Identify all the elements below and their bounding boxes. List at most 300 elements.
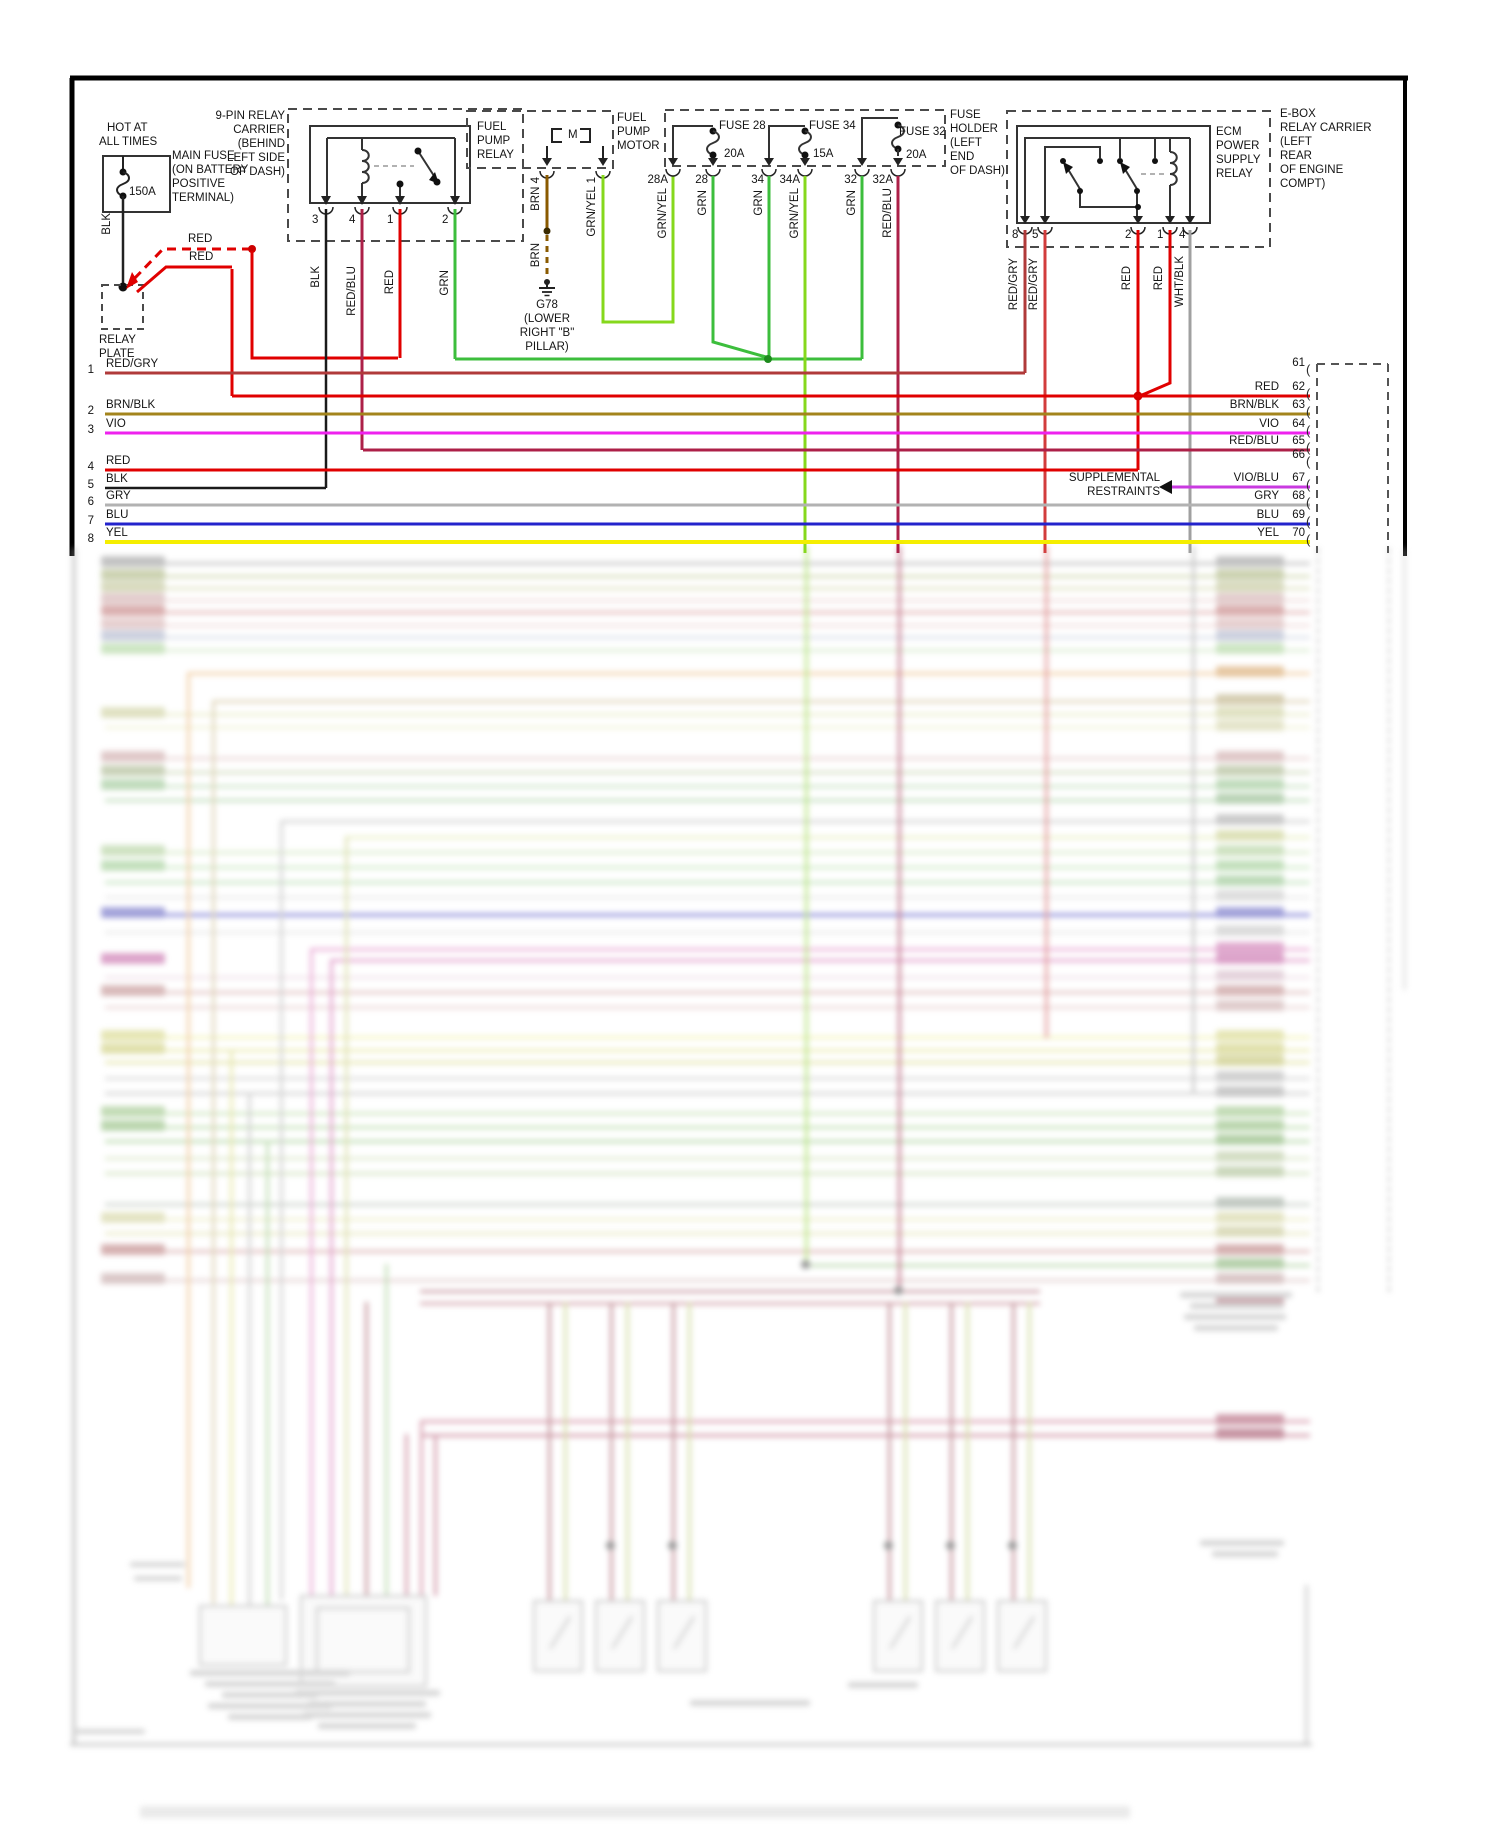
blur-wire-label-right — [1216, 643, 1284, 654]
blur-wire-label-right — [1216, 1030, 1284, 1041]
blur-wire-label-right — [1216, 1043, 1284, 1054]
wire-color: GRN/YEL — [789, 188, 801, 239]
blur-wire-v — [564, 1302, 567, 1601]
blur-wire-h — [105, 1077, 1310, 1080]
row-number-right: 66 — [1292, 449, 1305, 461]
row-wire-color-right: RED/BLU — [1229, 435, 1279, 447]
battery-main-fuse — [102, 156, 170, 329]
blur-wire-label-left — [101, 1106, 165, 1117]
blur-wire-h — [105, 976, 1310, 979]
blur-wire-h — [105, 726, 1310, 729]
fuse-amps: 15A — [813, 148, 834, 160]
wire-color: BRN — [530, 243, 542, 268]
blur-wire-label-right — [1216, 1071, 1284, 1082]
blur-wire-label-right — [1216, 1086, 1284, 1097]
blur-wire-label-right — [1216, 1197, 1284, 1208]
blur-text-smudge — [318, 1723, 416, 1729]
blur-wire-label-left — [101, 1120, 165, 1131]
blur-wire-h — [105, 771, 1310, 774]
wire-color: RED/GRY — [1008, 258, 1020, 311]
ebox-label: REAR — [1280, 150, 1312, 162]
main-fuse-label: MAIN FUSE — [172, 150, 235, 162]
blur-wire-label-right — [1216, 1273, 1284, 1284]
terminal: 34 — [751, 174, 764, 186]
blur-wire-label-left — [101, 1030, 165, 1041]
main-fuse-label: (ON BATTERY — [172, 164, 249, 176]
blur-dashed-connector — [1317, 548, 1319, 1292]
blur-wire-label-right — [1216, 1106, 1284, 1117]
relay-carrier-label: LEFT SIDE — [227, 152, 285, 164]
blur-injector-symbol — [611, 1617, 633, 1650]
wire-color: GRN — [697, 190, 709, 216]
ground-label: PILLAR) — [525, 341, 569, 353]
blur-component-box — [935, 1600, 985, 1672]
ebox-label: E-BOX — [1280, 108, 1316, 120]
blur-text-smudge — [1184, 1314, 1286, 1320]
left-arrow-icon — [1159, 480, 1172, 494]
wire-color: RED/BLU — [346, 266, 358, 316]
row-wire-color-right: VIO — [1259, 418, 1279, 430]
fuse-holder — [665, 110, 945, 176]
pin-number: 4 — [349, 214, 356, 226]
blur-wire-label-right — [1216, 694, 1284, 705]
blur-wire-h — [105, 1203, 1310, 1206]
blur-wire-h — [105, 851, 1310, 854]
blur-wire-v — [672, 1302, 675, 1601]
fuse-holder-name: FUSE — [950, 109, 981, 121]
fuse-holder-name: END — [950, 151, 975, 163]
motor-name: FUEL — [617, 112, 647, 124]
blur-wire-h — [212, 700, 1310, 703]
row-number-right: 65 — [1292, 435, 1305, 447]
blur-wire-h — [105, 785, 1310, 788]
row-number-left: 7 — [87, 515, 94, 527]
blur-wire-label-left — [101, 605, 165, 616]
blur-wire-h — [310, 948, 1310, 951]
row-wire-color-left: GRY — [106, 490, 131, 502]
wire-color: RED/GRY — [1028, 258, 1040, 311]
ecm-relay-name: POWER — [1216, 140, 1260, 152]
connector-pin-icon: ( — [1306, 386, 1311, 401]
wire-color: BRN 4 — [530, 177, 542, 211]
row-number-right: 67 — [1292, 472, 1305, 484]
ecm-relay-name: RELAY — [1216, 168, 1253, 180]
blur-wire-v — [310, 948, 313, 1596]
blur-wire-label-right — [1216, 593, 1284, 604]
blur-wire-label-right — [1216, 751, 1284, 762]
relay-carrier-label: 9-PIN RELAY — [215, 110, 285, 122]
fuse-name: FUSE 28 — [719, 120, 766, 132]
wire-color: GRN/YEL 1 — [586, 177, 598, 237]
blur-wire-v — [365, 1302, 368, 1596]
blur-wire-label-right — [1216, 830, 1284, 841]
blur-wire-h — [105, 562, 1310, 565]
blur-component-box — [595, 1600, 645, 1672]
blur-wire-label-left — [101, 556, 165, 567]
fuse-wires — [455, 176, 898, 553]
blur-wire-v — [626, 1302, 629, 1601]
terminal: 32A — [872, 174, 893, 186]
blur-text-smudge — [690, 1700, 810, 1706]
blur-wire-label-right — [1216, 845, 1284, 856]
row-wire-color-left: YEL — [106, 527, 128, 539]
blur-wire-v — [1305, 1585, 1308, 1743]
blur-injector-symbol — [889, 1617, 911, 1650]
blur-wire-label-right — [1216, 779, 1284, 790]
connector-pin-icon: ( — [1306, 362, 1311, 377]
row-number-right: 64 — [1292, 418, 1305, 430]
blur-wire-h — [105, 1006, 1310, 1009]
pin-number: 5 — [1032, 229, 1039, 241]
blur-wire-v — [405, 1434, 408, 1596]
blur-wire-label-right — [1216, 970, 1284, 981]
relay-carrier-label: (BEHIND — [237, 138, 285, 150]
blur-wire-h — [105, 599, 1310, 602]
blur-wire-h — [345, 836, 1310, 839]
row-wire-color-left: BLU — [106, 509, 129, 521]
blur-wire-v — [950, 1302, 953, 1601]
connector-pin-icon: ( — [1306, 423, 1311, 438]
blur-wire-label-right — [1216, 1055, 1284, 1066]
blur-wire-h — [105, 896, 1310, 899]
blur-wire-label-left — [101, 751, 165, 762]
fp-relay-name: FUEL — [477, 121, 507, 133]
blur-wire-h — [280, 820, 1310, 823]
blur-wire-h — [105, 1112, 1310, 1115]
blur-wire-label-left — [101, 985, 165, 996]
blur-wire-label-right — [1216, 890, 1284, 901]
pin-number: 1 — [1157, 229, 1164, 241]
blur-wire-label-right — [1216, 605, 1284, 616]
blur-wire-label-left — [101, 1273, 165, 1284]
blur-wire-v — [888, 1302, 891, 1601]
blur-wire-h — [105, 1172, 1310, 1175]
ecm-relay-name: ECM — [1216, 126, 1242, 138]
ebox-label: OF ENGINE — [1280, 164, 1344, 176]
pin-number: 2 — [442, 214, 449, 226]
blur-wire-v — [420, 1420, 423, 1596]
harness-rows — [105, 373, 1310, 542]
blur-junction-dot — [606, 1541, 615, 1550]
blur-wire-label-right — [1216, 985, 1284, 996]
blur-wire-label-right — [1216, 1428, 1284, 1439]
blur-wire-h — [105, 1092, 1310, 1095]
ground-label: (LOWER — [524, 313, 570, 325]
blur-wire-v — [1028, 1302, 1031, 1601]
pin-number: 1 — [387, 214, 394, 226]
blur-wire-v — [904, 1302, 907, 1601]
blur-wire-label-left — [101, 581, 165, 592]
supplemental-label: SUPPLEMENTAL — [1068, 472, 1160, 484]
relay-carrier-label: CARRIER — [233, 124, 285, 136]
row-wire-color-right: YEL — [1257, 527, 1279, 539]
blur-wire-label-right — [1216, 942, 1284, 953]
row-wire-color-left: RED/GRY — [106, 358, 159, 370]
connector-pin-icon: ( — [1306, 514, 1311, 529]
terminal: 32 — [844, 174, 857, 186]
blur-wire-h — [105, 1061, 1310, 1064]
blur-wire-v — [266, 1140, 269, 1606]
blur-wire-label-right — [1216, 1244, 1284, 1255]
fp-relay-name: PUMP — [477, 135, 511, 147]
row-wire-color-right: GRY — [1254, 490, 1279, 502]
blur-wire-label-left — [101, 630, 165, 641]
blur-wire-v — [610, 1302, 613, 1601]
fuse-amps: 20A — [724, 148, 745, 160]
blur-text-smudge — [190, 1670, 350, 1676]
wire-color: GRN — [439, 270, 451, 296]
blur-wire-label-left — [101, 618, 165, 629]
blur-junction-dot — [884, 1541, 893, 1550]
fp-relay-name: RELAY — [477, 149, 514, 161]
blur-wire-h — [105, 575, 1310, 578]
blur-wire-h — [105, 636, 1310, 639]
blur-wire-h — [420, 1434, 1310, 1437]
fuse-amps: 20A — [906, 149, 927, 161]
pin-number: 2 — [1125, 229, 1132, 241]
blur-wire-h — [105, 1232, 1310, 1235]
blur-wire-label-right — [1216, 1212, 1284, 1223]
blur-wire-h — [105, 866, 1310, 869]
blur-text-smudge — [75, 1729, 145, 1734]
row-wire-color-right: RED — [1254, 381, 1279, 393]
blur-wire-v — [385, 1264, 388, 1596]
blur-wire-label-right — [1216, 720, 1284, 731]
blur-wire-h — [105, 624, 1310, 627]
wire-color: BLK — [310, 266, 322, 288]
blur-component-box — [316, 1607, 410, 1673]
blur-component-box — [533, 1600, 583, 1672]
blur-text-smudge — [228, 1714, 312, 1720]
wire-color: RED — [1121, 266, 1133, 291]
connector-pin-icon: ( — [1306, 477, 1311, 492]
blur-junction-dot — [1008, 1541, 1017, 1550]
motor-name: PUMP — [617, 126, 651, 138]
blur-dashed-connector — [1388, 548, 1390, 1292]
blur-wire-v — [434, 1434, 437, 1596]
blur-wire-label-right — [1216, 925, 1284, 936]
row-number-left: 2 — [87, 405, 94, 417]
blur-wire-h — [105, 881, 1310, 884]
blur-wire-label-left — [101, 569, 165, 580]
relay-plate-label: PLATE — [99, 348, 135, 360]
blur-text-smudge — [1194, 1325, 1278, 1331]
blur-wire-label-left — [101, 779, 165, 790]
blur-wire-label-right — [1216, 666, 1284, 677]
blur-wire-h — [105, 1157, 1310, 1160]
row-number-right: 61 — [1292, 357, 1305, 369]
ecm-relay-name: SUPPLY — [1216, 154, 1261, 166]
blur-wire-label-right — [1216, 907, 1284, 918]
blur-wire-v — [1192, 546, 1195, 1092]
blur-text-smudge — [205, 1681, 335, 1687]
ground-label: RIGHT "B" — [519, 327, 575, 339]
blur-wire-label-right — [1216, 1134, 1284, 1145]
blur-wire-h — [105, 1250, 1310, 1253]
pin-number: 8 — [1012, 229, 1019, 241]
blur-wire-label-right — [1216, 569, 1284, 580]
blur-text-smudge — [295, 1690, 440, 1696]
blurred-diagram-section — [0, 548, 1500, 1828]
wire-color-blk: BLK — [101, 213, 113, 235]
blur-wire-v — [72, 548, 76, 1743]
blur-component-box — [657, 1600, 707, 1672]
blur-text-smudge — [1212, 1551, 1278, 1557]
blur-wire-h — [105, 991, 1310, 994]
blur-wire-label-left — [101, 643, 165, 654]
blur-wire-label-right — [1216, 860, 1284, 871]
blur-wire-v — [330, 959, 333, 1596]
blur-wire-label-left — [101, 907, 165, 918]
blur-wire-h — [420, 1420, 1310, 1423]
wire-color-red: RED — [189, 251, 214, 263]
pin-number: 3 — [312, 214, 319, 226]
fuse-holder-name: (LEFT — [950, 137, 982, 149]
blur-wire-label-right — [1216, 1120, 1284, 1131]
blur-injector-symbol — [549, 1617, 571, 1650]
blur-component-box — [199, 1605, 287, 1666]
blur-injector-symbol — [951, 1617, 973, 1650]
row-number-right: 63 — [1292, 399, 1305, 411]
wire-color: RED/BLU — [882, 188, 894, 238]
blur-wire-label-right — [1216, 1166, 1284, 1177]
pin-number: 4 — [1179, 229, 1186, 241]
row-number-right: 68 — [1292, 490, 1305, 502]
blur-wire-label-left — [101, 845, 165, 856]
blur-wire-h — [105, 587, 1310, 590]
blur-wire-label-right — [1216, 556, 1284, 567]
wire-color: RED — [384, 270, 396, 295]
fuse-name: FUSE 32 — [899, 126, 946, 138]
blur-injector-symbol — [1013, 1617, 1035, 1650]
blur-junction-dot — [894, 1286, 903, 1295]
blur-wire-v — [280, 820, 283, 1600]
blur-wire-h — [420, 1290, 1040, 1293]
blur-text-smudge — [140, 1806, 1130, 1818]
relay-plate-label: RELAY — [99, 334, 136, 346]
blur-wire-h — [105, 649, 1310, 652]
relay-carrier-label: OF DASH) — [230, 166, 285, 178]
fuel-pump-relay-wires — [326, 209, 455, 488]
wire-color: RED — [1153, 266, 1165, 291]
terminal: 34A — [779, 174, 800, 186]
blur-wire-v — [187, 672, 190, 1588]
blur-wire-label-right — [1216, 765, 1284, 776]
blur-text-smudge — [303, 1712, 431, 1718]
blur-text-smudge — [308, 1701, 426, 1707]
blur-text-smudge — [848, 1682, 918, 1688]
blur-wire-label-right — [1216, 630, 1284, 641]
blur-wire-h — [420, 1302, 1040, 1305]
blur-wire-h — [105, 1036, 1310, 1039]
blur-wire-label-left — [101, 1244, 165, 1255]
row-number-left: 6 — [87, 496, 94, 508]
blur-wire-v — [1045, 546, 1048, 1038]
motor-m-symbol: M — [568, 129, 578, 141]
fuse-amps: 150A — [129, 186, 156, 198]
blur-wire-v — [966, 1302, 969, 1601]
blur-component-box — [997, 1600, 1047, 1672]
blur-wire-h — [105, 1218, 1310, 1221]
row-wire-color-left: VIO — [106, 418, 126, 430]
wire-color: GRN/YEL — [657, 188, 669, 239]
row-number-right: 70 — [1292, 527, 1305, 539]
blur-wire-label-right — [1216, 618, 1284, 629]
row-wire-color-left: BRN/BLK — [106, 399, 156, 411]
row-number-left: 1 — [87, 364, 94, 376]
blur-wire-v — [688, 1302, 691, 1601]
row-wire-color-left: BLK — [106, 473, 128, 485]
blur-wire-label-right — [1216, 875, 1284, 886]
blur-junction-dot — [668, 1541, 677, 1550]
blur-text-smudge — [134, 1576, 182, 1581]
blur-wire-label-right — [1216, 953, 1284, 964]
connector-pin-icon: ( — [1306, 454, 1311, 469]
row-number-right: 69 — [1292, 509, 1305, 521]
row-wire-color-right: BLU — [1256, 509, 1279, 521]
blur-text-smudge — [130, 1562, 185, 1567]
blur-wire-label-left — [101, 1043, 165, 1054]
blur-wire-v — [212, 700, 215, 1604]
terminal: 28 — [695, 174, 708, 186]
main-fuse-label: TERMINAL) — [172, 192, 234, 204]
blur-wire-v — [548, 1302, 551, 1601]
blur-wire-label-left — [101, 593, 165, 604]
blur-wire-label-left — [101, 860, 165, 871]
blur-wire-h — [105, 611, 1310, 614]
blur-wire-label-left — [101, 707, 165, 718]
ebox-label: RELAY CARRIER — [1280, 122, 1372, 134]
blur-wire-label-right — [1216, 1226, 1284, 1237]
blur-wire-h — [105, 913, 1310, 917]
blur-wire-h — [105, 931, 1310, 934]
blur-wire-h — [105, 757, 1310, 760]
blur-wire-v — [248, 1092, 251, 1606]
fuse-holder-name: HOLDER — [950, 123, 998, 135]
blur-wire-v — [230, 1049, 233, 1606]
blur-wire-label-right — [1216, 1258, 1284, 1269]
blur-wire-label-right — [1216, 581, 1284, 592]
row-wire-color-left: RED — [106, 455, 131, 467]
blur-wire-label-right — [1216, 707, 1284, 718]
blur-wire-label-right — [1216, 1414, 1284, 1425]
blur-wire-h — [330, 959, 1310, 962]
row-number-left: 8 — [87, 533, 94, 545]
supplemental-label: RESTRAINTS — [1087, 486, 1160, 498]
wire-color-red: RED — [188, 233, 213, 245]
blur-wire-label-left — [101, 953, 165, 964]
blur-junction-dot — [801, 1260, 810, 1269]
hot-at-label: ALL TIMES — [99, 136, 158, 148]
ebox-label: (LEFT — [1280, 136, 1312, 148]
wire-color: GRN — [753, 190, 765, 216]
row-wire-color-right: BRN/BLK — [1229, 399, 1279, 411]
wire-color: WHT/BLK — [1174, 256, 1186, 308]
row-wire-color-right: VIO/BLU — [1233, 472, 1279, 484]
ebox-label: COMPT) — [1280, 178, 1326, 190]
blur-wire-h — [187, 672, 1310, 675]
blur-wire-label-left — [101, 1212, 165, 1223]
blur-text-smudge — [1190, 1303, 1284, 1309]
blur-wire-v — [898, 546, 901, 1290]
wire-color: GRN — [846, 190, 858, 216]
terminal: 28A — [647, 174, 668, 186]
fuse-holder-name: OF DASH) — [950, 165, 1005, 177]
ground-label: G78 — [536, 299, 558, 311]
blur-wire-h — [105, 1126, 1310, 1129]
blur-wire-label-right — [1216, 814, 1284, 825]
row-number-right: 62 — [1292, 381, 1305, 393]
